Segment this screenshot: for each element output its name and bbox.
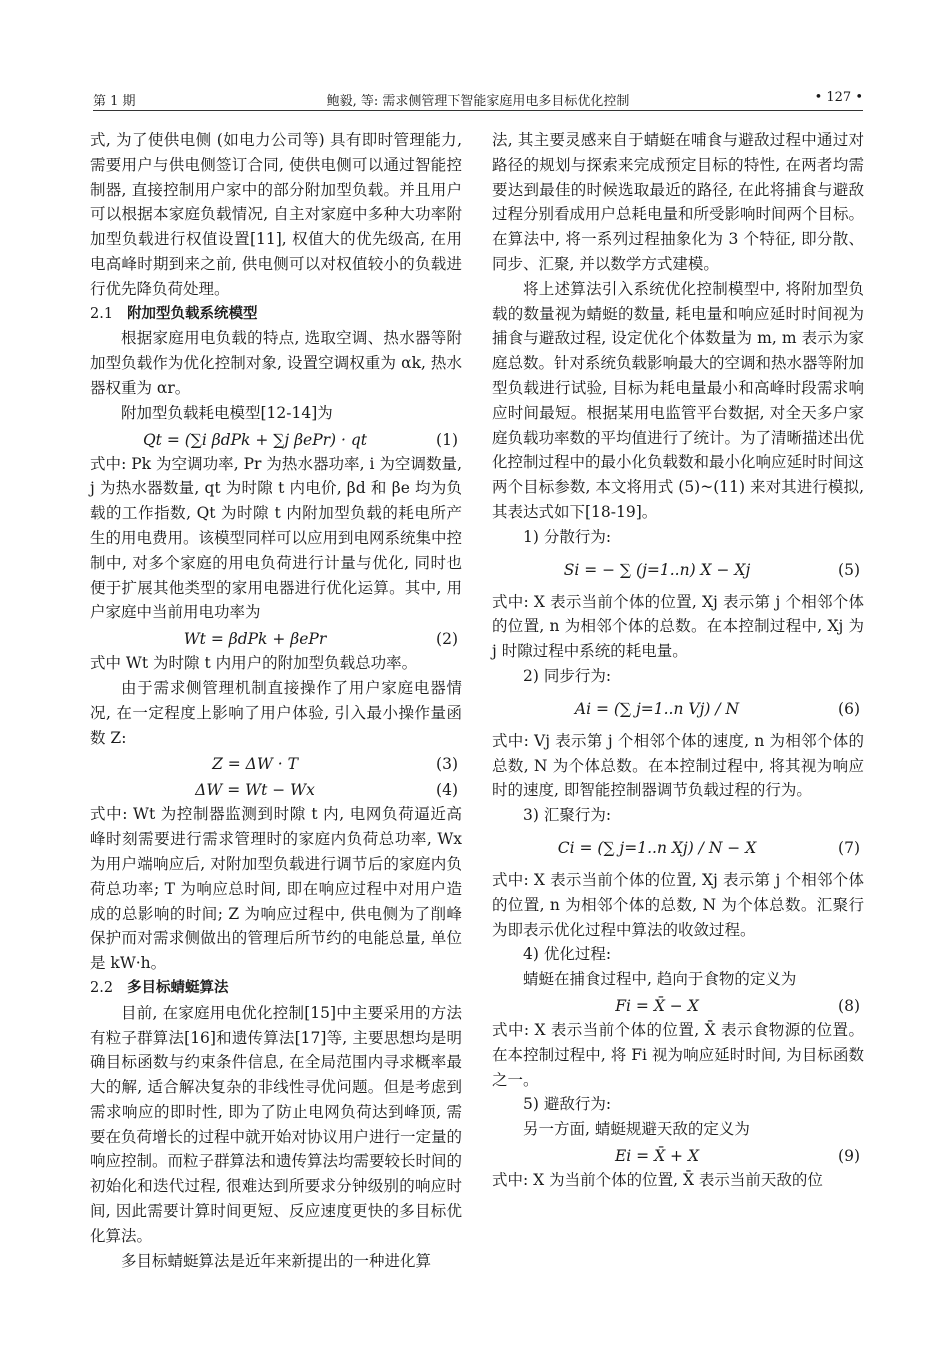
paragraph: 由于需求侧管理机制直接操作了用户家庭电器情况, 在一定程度上影响了用户体验, 引入最小操作量函数 Z: [90,678,462,747]
paragraph: 式中: Vj 表示第 j 个相邻个体的速度, n 为相邻个体的总数, N 为个体总数。在本控制过程中, 将其视为响应时的速度, 即智能控制器调节负载过程的行为。 [492,731,864,800]
paragraph: 将上述算法引入系统优化控制模型中, 将附加型负载的数量视为蜻蜓的数量, 耗电量和响应延时时间视为捕食与避敌过程, 设定优化个体数量为 m, m 表示为家庭总数。针对系统负载影响最大的空调和热水器等附加型负载进行试验, 目标为耗电量最小和高峰时段需求响应时间最短。根据某用电监管平台数据, 对全天多户家庭负载功率数的平均值进行了统计。为了清晰描述出优化控制过程中的最小化负载数和最小化响应延时时间这两个目标参数, 本文将用式 (5)~(11) 来对其进行模拟, 其表达式如下[18-19]。 [492,279,865,521]
page-number: • 127 • [814,90,863,105]
paragraph: 蜻蜓在捕食过程中, 趋向于食物的定义为 [523,970,797,989]
paragraph: 附加型负载耗电模型[12-14]为 [121,403,333,422]
equation-number: (5) [838,560,860,579]
behavior-heading: 3) 汇聚行为: [523,806,612,825]
right-column [492,128,864,1193]
equation-number: (6) [838,699,860,718]
equation-number: (7) [838,838,860,857]
equation-number: (9) [838,1146,860,1165]
equation-expression: Fi = X̄ − X [615,996,699,1015]
equation-5 [492,550,864,590]
equation-8 [492,992,864,1018]
paragraph: 式中: Pk 为空调功率, Pr 为热水器功率, i 为空调数量, j 为热水器数量, qt 为时隙 t 内电价, βd 和 βe 均为负载的工作指数, Qt 为时隙 t 内附加型负载的耗电所产生的用电费用。该模型同样可以应用到电网系统集中控制中, 对多个家庭的用电负荷进行计量与优化, 同时也便于扩展其他类型的家用电器进行优化运算。其中, 用户家庭中当前用电功率为 [90,454,463,622]
equation-2 [90,625,462,651]
behavior-heading: 4) 优化过程: [523,945,612,964]
equation-6 [492,689,864,729]
equation-expression: Ai = (∑ j=1..n Vj) / N [574,699,740,718]
paragraph: 式中 Wt 为时隙 t 内用户的附加型负载总功率。 [90,654,418,673]
running-title: 鲍毅, 等: 需求侧管理下智能家庭用电多目标优化控制 [326,94,630,109]
section-heading-2-1 [90,302,462,327]
equation-9 [492,1142,864,1168]
paragraph: 目前, 在家庭用电优化控制[15]中主要采用的方法有粒子群算法[16]和遗传算法[17]等, 主要思想均是明确目标函数与约束条件信息, 在全局范围内寻求概率最大的解, 适合解决复杂的非线性寻优问题。但是考虑到需求响应的即时性, 即为了防止电网负荷达到峰顶, 需要在负荷增长的过程中就开始对协议用户进行一定量的响应控制。而粒子群算法和遗传算法均需要较长时间的初始化和迭代过程, 很难达到所要求分钟级别的响应时间, 因此需要计算时间更短、反应速度更快的多目标优化算法。 [90,1003,463,1245]
section-title: 多目标蜻蜓算法 [127,979,229,996]
paragraph: 式中: Wt 为控制器监测到时隙 t 内, 电网负荷逼近高峰时刻需要进行需求管理时的家庭内负荷总功率, Wx 为用户端响应后, 对附加型负载进行调节后的家庭内负荷总功率; T 为响应总时间, 即在响应过程中对用户造成的总影响的时间; Z 为响应过程中, 供电侧为了削峰保护而对需求侧做出的管理后所节约的电能总量, 单位是 kW·h。 [90,805,462,973]
section-number: 2.2 [90,979,114,996]
paragraph: 根据家庭用电负载的特点, 选取空调、热水器等附加型负载作为优化控制对象, 设置空调权重为 αk, 热水器权重为 αr。 [90,329,462,397]
left-column [90,128,462,1273]
paragraph: 式, 为了使供电侧 (如电力公司等) 具有即时管理能力, 需要用户与供电侧签订合同, 使供电侧可以通过智能控制器, 直接控制用户家中的部分附加型负载。并且用户可以根据本家庭负载情况, 自主对家庭中多种大功率附加型负载进行权值设置[11], 权值大的优先级高, 在用电高峰时期到来之前, 供电侧可以对权值较小的负载进行优先降负荷处理。 [90,131,462,298]
equation-expression: Ci = (∑ j=1..n Xj) / N − X [557,838,757,857]
paragraph: 式中: X 表示当前个体的位置, Xj 表示第 j 个相邻个体的位置, n 为相邻个体的总数。在本控制过程中, Xj 为 j 时隙过程中系统的耗电量。 [492,592,864,661]
paragraph: 式中: X 表示当前个体的位置, Xj 表示第 j 个相邻个体的位置, n 为相邻个体的总数, N 为个体总数。汇聚行为即表示优化过程中算法的收敛过程。 [492,870,864,939]
equation-7 [492,828,864,868]
paragraph: 另一方面, 蜻蜓规避天敌的定义为 [523,1120,750,1139]
section-number: 2.1 [90,305,114,322]
equation-expression: Wt = βdPk + βePr [183,630,327,649]
equation-3 [90,750,462,776]
equation-number: (2) [436,630,458,649]
paragraph: 式中: X 为当前个体的位置, X̄ 表示当前天敌的位 [492,1170,823,1189]
behavior-heading: 2) 同步行为: [523,666,612,685]
paragraph: 法, 其主要灵感来自于蜻蜓在哺食与避敌过程中通过对路径的规划与探索来完成预定目标的特性, 在两者均需要达到最佳的时候选取最近的路径, 在此将捕食与避敌过程分别看成用户总耗电量和所受影响时间两个目标。在算法中, 将一系列过程抽象化为 3 个特征, 即分散、同步、汇聚, 并以数学方式建模。 [492,131,865,273]
equation-number: (1) [436,430,458,449]
equation-number: (3) [436,755,458,774]
running-header [93,88,863,111]
behavior-heading: 1) 分散行为: [523,527,612,546]
equation-expression: Z = ΔW · T [212,755,298,774]
equation-expression: ΔW = Wt − Wx [195,781,315,800]
equation-expression: Qt = (∑i βdPk + ∑j βePr) · qt [142,430,368,449]
equation-number: (8) [838,996,860,1015]
behavior-heading: 5) 避敌行为: [523,1095,612,1114]
section-heading-2-2 [90,976,462,1001]
section-title: 附加型负载系统模型 [127,305,258,322]
equation-expression: Si = − ∑ (j=1..n) X − Xj [563,560,751,579]
paragraph: 式中: X 表示当前个体的位置, X̄ 表示食物源的位置。在本控制过程中, 将 Fi 视为响应延时时间, 为目标函数之一。 [492,1020,864,1089]
equation-1 [90,426,462,452]
equation-expression: Ei = X̄ + X [614,1146,700,1165]
equation-4 [90,776,462,802]
paragraph: 多目标蜻蜓算法是近年来新提出的一种进化算 [121,1251,432,1270]
issue-number: 第 1 期 [93,94,136,109]
equation-number: (4) [436,781,458,800]
